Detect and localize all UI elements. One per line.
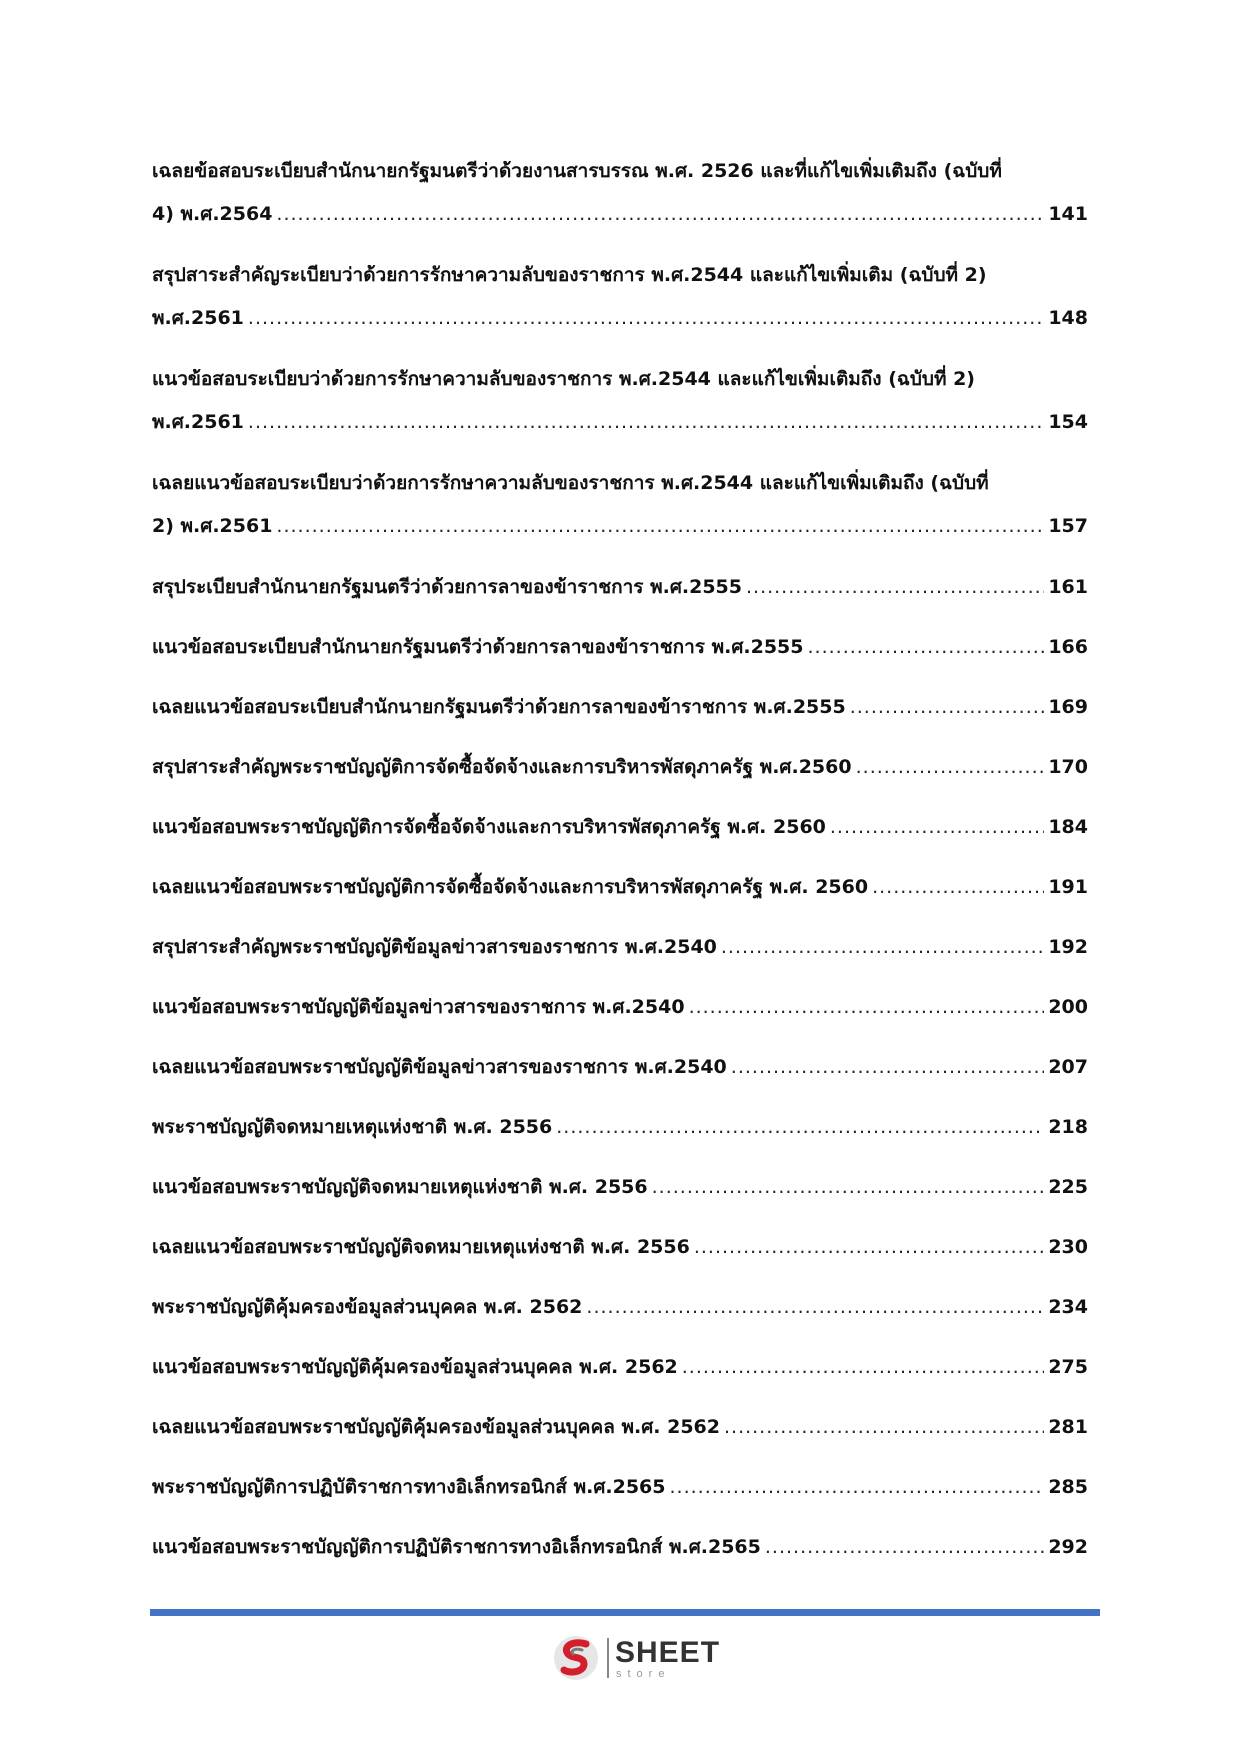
dot-leader xyxy=(808,626,1045,669)
dot-leader xyxy=(694,1226,1045,1269)
toc-page-number: 230 xyxy=(1048,1236,1088,1258)
toc-entry[interactable] xyxy=(152,1106,1088,1149)
dot-leader xyxy=(248,401,1044,444)
toc-entry-leader-row xyxy=(152,505,1088,548)
toc-entry[interactable] xyxy=(152,254,1088,340)
dot-leader xyxy=(856,746,1045,789)
toc-entry[interactable] xyxy=(152,1286,1088,1329)
toc-entry-leader-row xyxy=(152,193,1088,236)
toc-entry-title-line: เฉลยแนวข้อสอบพระราชบัญญัติคุ้มครองข้อมูลส่วนบุคคล พ.ศ. 2562 xyxy=(152,1416,720,1438)
table-of-contents xyxy=(152,150,1088,1586)
dot-leader xyxy=(746,566,1044,609)
dot-leader xyxy=(276,505,1044,548)
dot-leader xyxy=(670,1466,1045,1509)
toc-entry-title-line: แนวข้อสอบพระราชบัญญัติการจัดซื้อจัดจ้างและการบริหารพัสดุภาครัฐ พ.ศ. 2560 xyxy=(152,816,826,838)
toc-page-number: 234 xyxy=(1048,1296,1088,1318)
toc-page-number: 207 xyxy=(1048,1056,1088,1078)
toc-entry-title-line: พ.ศ.2561 xyxy=(152,411,244,433)
dot-leader xyxy=(652,1166,1045,1209)
toc-page-number: 154 xyxy=(1048,411,1088,433)
toc-entry[interactable] xyxy=(152,566,1088,609)
toc-entry[interactable] xyxy=(152,746,1088,789)
toc-entry-title-line: เฉลยแนวข้อสอบระเบียบสำนักนายกรัฐมนตรีว่าด้วยการลาของข้าราชการ พ.ศ.2555 xyxy=(152,696,846,718)
toc-entry-title-line: เฉลยข้อสอบระเบียบสำนักนายกรัฐมนตรีว่าด้วยงานสารบรรณ พ.ศ. 2526 และที่แก้ไขเพิ่มเติมถึง (ฉบับที่ xyxy=(152,160,1002,182)
toc-entry-title-line: แนวข้อสอบพระราชบัญญัติข้อมูลข่าวสารของราชการ พ.ศ.2540 xyxy=(152,996,685,1018)
logo-wordmark: SHEET xyxy=(615,1636,721,1669)
toc-entry-leader-row xyxy=(152,986,1088,1029)
dot-leader xyxy=(689,986,1045,1029)
toc-entry-title-line: แนวข้อสอบพระราชบัญญัติจดหมายเหตุแห่งชาติ พ.ศ. 2556 xyxy=(152,1176,648,1198)
toc-page-number: 161 xyxy=(1048,576,1088,598)
toc-entry-title-line: แนวข้อสอบระเบียบสำนักนายกรัฐมนตรีว่าด้วยการลาของข้าราชการ พ.ศ.2555 xyxy=(152,636,804,658)
toc-entry[interactable] xyxy=(152,1526,1088,1569)
toc-page-number: 170 xyxy=(1048,756,1088,778)
toc-page-number: 141 xyxy=(1048,203,1088,225)
toc-entry-title-line: แนวข้อสอบพระราชบัญญัติคุ้มครองข้อมูลส่วนบุคคล พ.ศ. 2562 xyxy=(152,1356,678,1378)
toc-entry-leader-row xyxy=(152,1046,1088,1089)
toc-entry[interactable] xyxy=(152,1466,1088,1509)
sheet-store-logo-icon xyxy=(552,1634,600,1682)
toc-entry[interactable] xyxy=(152,1406,1088,1449)
dot-leader xyxy=(721,926,1044,969)
sheet-store-logo xyxy=(552,1630,722,1686)
toc-entry[interactable] xyxy=(152,358,1088,444)
toc-entry-leader-row xyxy=(152,806,1088,849)
toc-entry-title-line: 4) พ.ศ.2564 xyxy=(152,203,273,225)
toc-page-number: 184 xyxy=(1048,816,1088,838)
toc-page-number: 200 xyxy=(1048,996,1088,1018)
logo-separator xyxy=(607,1638,609,1678)
dot-leader xyxy=(248,297,1044,340)
toc-entry-title-line: เฉลยแนวข้อสอบพระราชบัญญัติจดหมายเหตุแห่งชาติ พ.ศ. 2556 xyxy=(152,1236,690,1258)
toc-entry[interactable] xyxy=(152,626,1088,669)
toc-entry-leader-row xyxy=(152,1106,1088,1149)
toc-entry-title-line: แนวข้อสอบระเบียบว่าด้วยการรักษาความลับของราชการ พ.ศ.2544 และแก้ไขเพิ่มเติมถึง (ฉบับที่ 2) xyxy=(152,368,975,390)
toc-entry-leader-row xyxy=(152,1406,1088,1449)
toc-entry[interactable] xyxy=(152,866,1088,909)
toc-entry[interactable] xyxy=(152,926,1088,969)
toc-entry-title-line: สรุปสาระสำคัญพระราชบัญญัติข้อมูลข่าวสารของราชการ พ.ศ.2540 xyxy=(152,936,717,958)
dot-leader xyxy=(850,686,1045,729)
toc-entry-title-line: เฉลยแนวข้อสอบระเบียบว่าด้วยการรักษาความลับของราชการ พ.ศ.2544 และแก้ไขเพิ่มเติมถึง (ฉบับที่ xyxy=(152,472,989,494)
toc-entry-leader-row xyxy=(152,686,1088,729)
toc-page-number: 275 xyxy=(1048,1356,1088,1378)
toc-entry-leader-row xyxy=(152,1526,1088,1569)
toc-entry-leader-row xyxy=(152,746,1088,789)
toc-entry[interactable] xyxy=(152,686,1088,729)
toc-entry[interactable] xyxy=(152,462,1088,548)
toc-entry-leader-row xyxy=(152,1466,1088,1509)
toc-page-number: 148 xyxy=(1048,307,1088,329)
toc-page-number: 292 xyxy=(1048,1536,1088,1558)
toc-entry-leader-row xyxy=(152,401,1088,444)
toc-page-number: 157 xyxy=(1048,515,1088,537)
dot-leader xyxy=(830,806,1044,849)
toc-entry-title-line: สรุประเบียบสำนักนายกรัฐมนตรีว่าด้วยการลาของข้าราชการ พ.ศ.2555 xyxy=(152,576,742,598)
toc-entry-leader-row xyxy=(152,566,1088,609)
toc-entry-leader-row xyxy=(152,1226,1088,1269)
toc-entry-leader-row xyxy=(152,1166,1088,1209)
dot-leader xyxy=(682,1346,1045,1389)
toc-entry-title-line: พระราชบัญญัติจดหมายเหตุแห่งชาติ พ.ศ. 2556 xyxy=(152,1116,553,1138)
toc-entry-leader-row xyxy=(152,1286,1088,1329)
toc-entry[interactable] xyxy=(152,986,1088,1029)
toc-entry-title-line: สรุปสาระสำคัญพระราชบัญญัติการจัดซื้อจัดจ้างและการบริหารพัสดุภาครัฐ พ.ศ.2560 xyxy=(152,756,852,778)
toc-entry-leader-row xyxy=(152,626,1088,669)
toc-page-number: 169 xyxy=(1048,696,1088,718)
toc-entry-leader-row xyxy=(152,866,1088,909)
toc-entry-leader-row xyxy=(152,926,1088,969)
toc-entry[interactable] xyxy=(152,1346,1088,1389)
toc-page-number: 225 xyxy=(1048,1176,1088,1198)
toc-entry-title-line: เฉลยแนวข้อสอบพระราชบัญญัติการจัดซื้อจัดจ้างและการบริหารพัสดุภาครัฐ พ.ศ. 2560 xyxy=(152,876,869,898)
toc-entry-title-line: สรุปสาระสำคัญระเบียบว่าด้วยการรักษาความลับของราชการ พ.ศ.2544 และแก้ไขเพิ่มเติม (ฉบับที่ 2) xyxy=(152,264,987,286)
toc-entry[interactable] xyxy=(152,806,1088,849)
toc-entry-title-line: เฉลยแนวข้อสอบพระราชบัญญัติข้อมูลข่าวสารของราชการ พ.ศ.2540 xyxy=(152,1056,727,1078)
toc-entry[interactable] xyxy=(152,1046,1088,1089)
toc-page-number: 191 xyxy=(1048,876,1088,898)
toc-page-number: 192 xyxy=(1048,936,1088,958)
dot-leader xyxy=(586,1286,1044,1329)
dot-leader xyxy=(556,1106,1044,1149)
dot-leader xyxy=(276,193,1044,236)
toc-entry-leader-row xyxy=(152,1346,1088,1389)
logo-subtitle: store xyxy=(616,1668,671,1680)
toc-page-number: 166 xyxy=(1048,636,1088,658)
toc-entry-title-line: พระราชบัญญัติการปฏิบัติราชการทางอิเล็กทรอนิกส์ พ.ศ.2565 xyxy=(152,1476,666,1498)
dot-leader xyxy=(765,1526,1044,1569)
toc-entry[interactable] xyxy=(152,1226,1088,1269)
dot-leader xyxy=(724,1406,1044,1449)
dot-leader xyxy=(731,1046,1045,1089)
toc-entry-title-line: แนวข้อสอบพระราชบัญญัติการปฏิบัติราชการทางอิเล็กทรอนิกส์ พ.ศ.2565 xyxy=(152,1536,761,1558)
toc-page-number: 281 xyxy=(1048,1416,1088,1438)
toc-entry[interactable] xyxy=(152,1166,1088,1209)
dot-leader xyxy=(872,866,1044,909)
toc-entry[interactable] xyxy=(152,150,1088,236)
toc-entry-title-line: พ.ศ.2561 xyxy=(152,307,244,329)
toc-entry-title-line: 2) พ.ศ.2561 xyxy=(152,515,273,537)
toc-entry-title-line: พระราชบัญญัติคุ้มครองข้อมูลส่วนบุคคล พ.ศ. 2562 xyxy=(152,1296,583,1318)
toc-entry-leader-row xyxy=(152,297,1088,340)
footer-divider xyxy=(150,1609,1100,1616)
toc-page-number: 285 xyxy=(1048,1476,1088,1498)
toc-page-number: 218 xyxy=(1048,1116,1088,1138)
